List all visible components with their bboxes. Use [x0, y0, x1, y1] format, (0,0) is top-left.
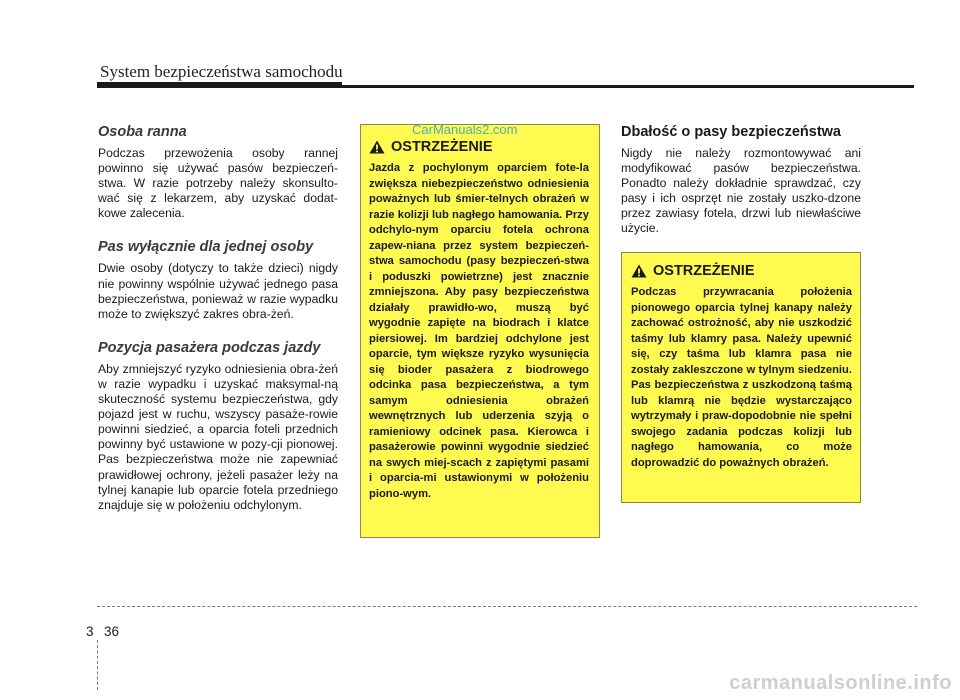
- footer-divider: [97, 606, 917, 607]
- chapter-number: 3: [86, 624, 94, 639]
- section-text-one-person-belt: Dwie osoby (dotyczy to także dzieci) nigdy nie powinny wspólnie używać jednego pasa bezpieczeństwa, ponieważ w razie wypadku może to zwiększyć zakres obra-żeń.: [98, 261, 338, 321]
- warning-box-reclined-seat: [360, 124, 600, 538]
- warning-title: OSTRZEŻENIE: [653, 263, 755, 279]
- header-title: System bezpieczeństwa samochodu: [100, 62, 343, 81]
- warning-header: [631, 263, 852, 279]
- warning-triangle-icon: [369, 140, 385, 154]
- warning-header: [369, 139, 589, 155]
- section-text-belt-care: Nigdy nie należy rozmontowywać ani modyfikować pasów bezpieczeństwa. Ponadto należy dokładnie sprawdzać, czy pasy i ich osprzęt nie zostały uszko-dzone przez zawiasy fotela, drzwi lub niewłaściwe użycie.: [621, 146, 861, 236]
- warning-text: Jazda z pochylonym oparciem fote-la zwiększa niebezpieczeństwo odniesienia poważnych lub śmier-telnych obrażeń w razie kolizji lub nagłego hamowania. Przy odchylo-nym oparciu fotela ochrona zapew-niana przez system bezpieczeń-stwa samochodu (pasy bezpieczeń-stwa i poduszki powietrzne) jest znacznie zmniejszona. Aby pasy bezpieczeństwa działały prawidło-wo, muszą być wygodnie zapięte na biodrach i klatce piersiowej. Im bardziej odchylone jest oparcie, tym większe ryzyko wysunięcia się bioder pasażera z biodrowego odcinka pasa bezpieczeństwa, a tym samym odniesienia obrażeń wewnętrznych lub uderzenia szyją o ramieniowy odcinek pasa. Kierowca i pasażerowie powinni wygodnie siedzieć na swych miej-scach z zapiętymi pasami i oparcia-mi ustawionymi w położeniu piono-wym.: [369, 162, 589, 500]
- section-heading-passenger-position: Pozycja pasażera podczas jazdy: [98, 339, 321, 356]
- right-column: [621, 124, 861, 255]
- section-heading-injured-person: Osoba ranna: [98, 124, 187, 140]
- section-text-injured-person: Podczas przewożenia osoby rannej powinno się używać pasów bezpieczeń-stwa. W razie potrzeby należy skonsulto-wać się z lekarzem, aby uzyskać dodat-kowe zalecenia.: [98, 146, 338, 221]
- page-number-divider: [97, 640, 98, 690]
- left-column: [98, 124, 338, 531]
- section-heading-one-person-belt: Pas wyłącznie dla jednej osoby: [98, 239, 314, 256]
- warning-triangle-icon: [631, 264, 647, 278]
- warning-box-rear-seat: [621, 252, 861, 503]
- warning-title: OSTRZEŻENIE: [391, 139, 493, 155]
- section-text-passenger-position: Aby zmniejszyć ryzyko odniesienia obra-żeń w razie wypadku i uzyskać maksymal-ną skuteczność systemu bezpieczeństwa, gdy pojazd jest w ruchu, wszyscy pasaże-rowie powinni siedzieć, a oparcia foteli przednich powinny być ustawione w pozy-cji pionowej. Pas bezpieczeństwa może nie zapewniać prawidłowej ochrony, jeżeli pasażer leży na tylnej kanapie lub oparcie fotela przedniego znajduje się w położeniu odchylonym.: [98, 361, 338, 512]
- watermark-text: CarManuals2.com: [412, 122, 518, 137]
- site-watermark: carmanualsonline.info: [729, 672, 952, 694]
- header-rule: [97, 85, 914, 88]
- section-heading-belt-care: Dbałość o pasy bezpieczeństwa: [621, 124, 841, 140]
- warning-text: Podczas przywracania położenia pionowego oparcia tylnej kanapy należy zachować ostrożność, aby nie uszkodzić taśmy lub klamry pasa. Należy upewnić się, czy taśma lub klamra pasa nie zostały zakleszczone w tylnym siedzeniu. Pas bezpieczeństwa z uszkodzoną taśmą lub klamrą nie będzie wystarczająco wytrzymały i praw-dopodobnie nie spełni swojego zadania podczas kolizji lub nagłego hamowania, co może doprowadzić do poważnych obrażeń.: [631, 286, 852, 469]
- page-number: 36: [104, 624, 120, 639]
